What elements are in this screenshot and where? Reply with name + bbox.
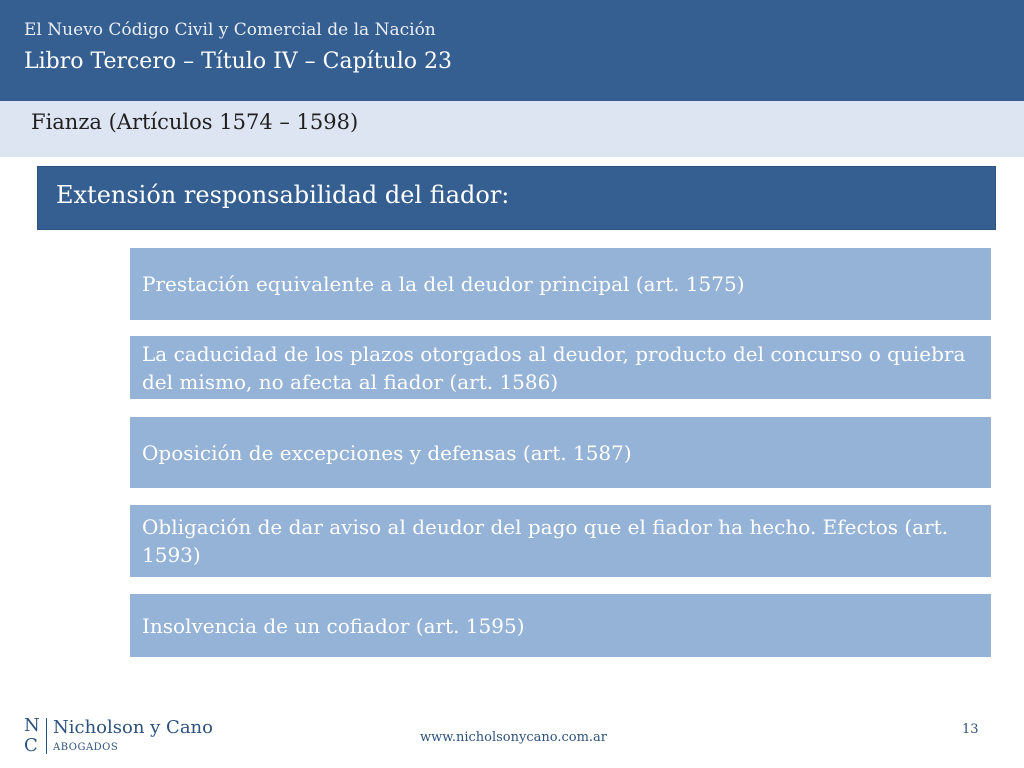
page-number: 13 bbox=[962, 722, 979, 737]
list-item-text: Oposición de excepciones y defensas (art. 1587) bbox=[142, 440, 632, 465]
logo-name: Nicholson y Cano bbox=[53, 717, 213, 738]
list-item-text: La caducidad de los plazos otorgados al deudor, producto del concurso o quiebra del mismo, no afecta al fiador (art. 1586) bbox=[142, 341, 966, 394]
logo-letter-c: C bbox=[24, 735, 38, 756]
list-item bbox=[129, 247, 992, 321]
topic-title: Fianza (Artículos 1574 – 1598) bbox=[31, 110, 359, 134]
footer-url: www.nicholsonycano.com.ar bbox=[420, 730, 608, 745]
company-logo bbox=[24, 716, 224, 756]
logo-letter-n: N bbox=[24, 715, 40, 736]
slide-header bbox=[0, 0, 1024, 101]
section-title-bar bbox=[37, 166, 996, 230]
logo-subtitle: ABOGADOS bbox=[53, 742, 119, 753]
section-title: Extensión responsabilidad del fiador: bbox=[56, 181, 510, 209]
list-item bbox=[129, 416, 992, 489]
logo-divider bbox=[46, 718, 47, 754]
logo-monogram bbox=[24, 716, 44, 756]
list-item bbox=[129, 593, 992, 658]
list-item-text: Obligación de dar aviso al deudor del pago que el fiador ha hecho. Efectos (art. 1593) bbox=[142, 515, 949, 567]
list-item-text: Prestación equivalente a la del deudor principal (art. 1575) bbox=[142, 272, 745, 296]
list-item bbox=[129, 504, 992, 578]
list-item bbox=[129, 335, 992, 400]
header-title: Libro Tercero – Título IV – Capítulo 23 bbox=[24, 49, 452, 74]
list-item-text: Insolvencia de un cofiador (art. 1595) bbox=[142, 613, 525, 638]
header-subtitle: El Nuevo Código Civil y Comercial de la Nación bbox=[24, 20, 436, 40]
